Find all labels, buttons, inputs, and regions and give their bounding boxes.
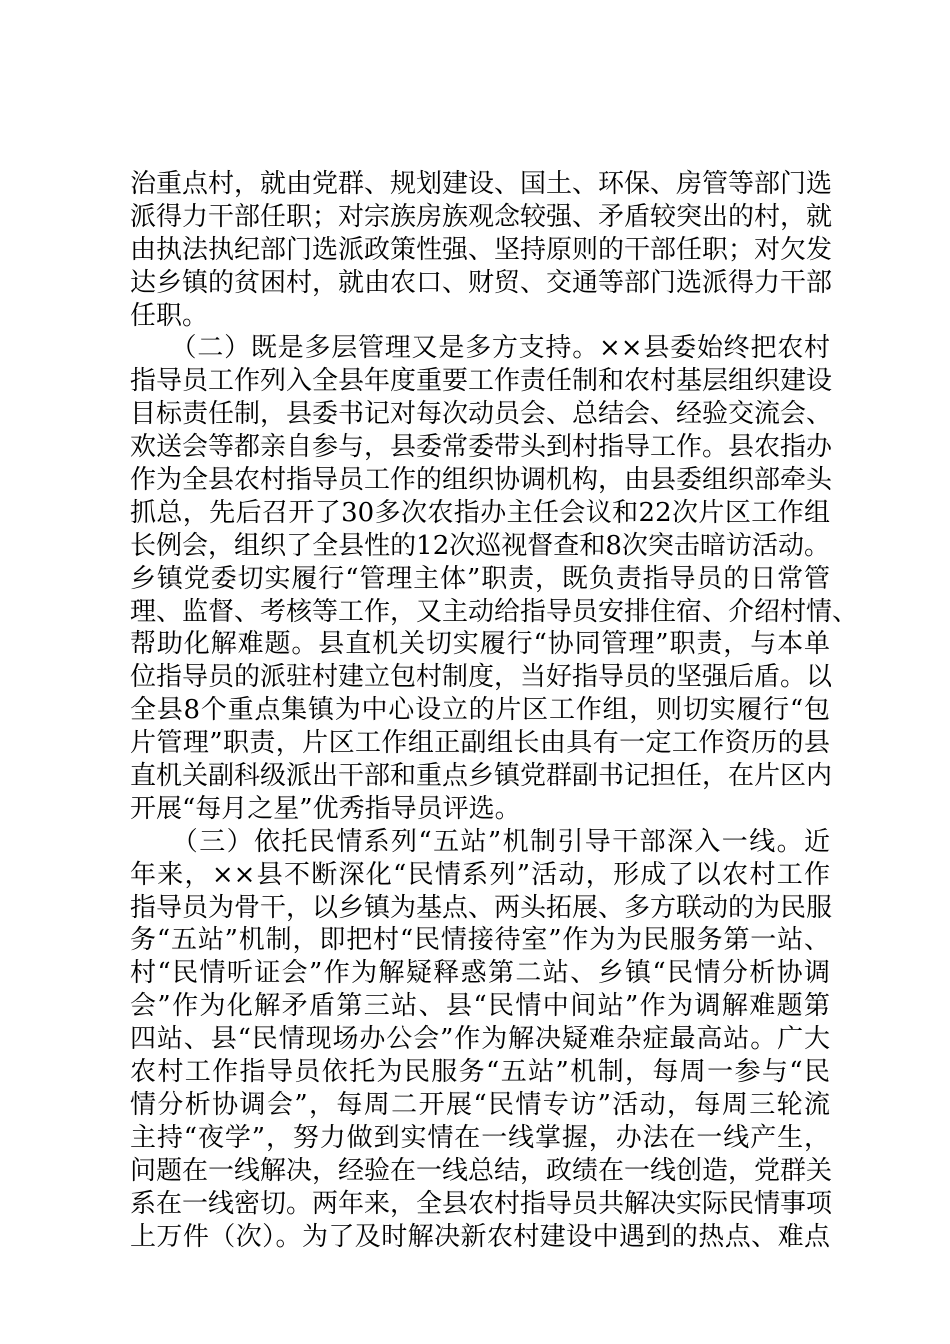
- text-line: 长例会，组织了全县性的12次巡视督查和8次突击暗访活动。: [130, 530, 830, 561]
- text-line: 开展“每月之星”优秀指导员评选。: [130, 793, 521, 824]
- text-line: 务“五站”机制，即把村“民情接待室”作为为民服务第一站、: [130, 925, 830, 956]
- text-line: 全县8个重点集镇为中心设立的片区工作组，则切实履行“包: [130, 695, 830, 726]
- text-line: 指导员为骨干，以乡镇为基点、两头拓展、多方联动的为民服: [130, 892, 833, 923]
- text-line: 问题在一线解决，经验在一线总结，政绩在一线创造，党群关: [130, 1155, 833, 1186]
- text-line: 上万件（次）。为了及时解决新农村建设中遇到的热点、难点: [130, 1221, 830, 1252]
- text-line: 情分析协调会”，每周二开展“民情专访”活动，每周三轮流: [130, 1089, 830, 1120]
- text-line: 会”作为化解矛盾第三站、县“民情中间站”作为调解难题第: [130, 991, 830, 1022]
- text-line: 由执法执纪部门选派政策性强、坚持原则的干部任职；对欠发: [130, 234, 833, 265]
- text-line: 欢送会等都亲自参与，县委常委带头到村指导工作。县农指办: [130, 432, 833, 463]
- text-line: 达乡镇的贫困村，就由农口、财贸、交通等部门选派得力干部: [130, 267, 833, 298]
- text-line: 直机关副科级派出干部和重点乡镇党群副书记担任，在片区内: [130, 761, 833, 792]
- text-line: 治重点村，就由党群、规划建设、国土、环保、房管等部门选: [130, 169, 833, 199]
- text-line: 系在一线密切。两年来，全县农村指导员共解决实际民情事项: [130, 1188, 833, 1219]
- text-line: （三）依托民情系列“五站”机制引导干部深入一线。近: [130, 826, 830, 857]
- document-body: [130, 168, 859, 1253]
- text-line: 乡镇党委切实履行“管理主体”职责，既负责指导员的日常管: [130, 563, 830, 594]
- text-line: 年来，××县不断深化“民情系列”活动，形成了以农村工作: [130, 859, 830, 890]
- text-line: 作为全县农村指导员工作的组织协调机构，由县委组织部牵头: [130, 465, 833, 496]
- text-line: 目标责任制，县委书记对每次动员会、总结会、经验交流会、: [130, 399, 833, 430]
- text-line: 农村工作指导员依托为民服务“五站”机制，每周一参与“民: [130, 1057, 830, 1088]
- text-line: 帮助化解难题。县直机关切实履行“协同管理”职责，与本单: [130, 629, 830, 660]
- text-line: 任职。: [130, 300, 209, 331]
- text-line: 片管理”职责，片区工作组正副组长由具有一定工作资历的县: [130, 728, 830, 759]
- text-line: 四站、县“民情现场办公会”作为解决疑难杂症最高站。广大: [130, 1024, 830, 1055]
- text-line: 抓总，先后召开了30多次农指办主任会议和22次片区工作组: [130, 497, 830, 528]
- text-line: 指导员工作列入全县年度重要工作责任制和农村基层组织建设: [130, 366, 833, 397]
- text-line: 主持“夜学”，努力做到实情在一线掌握，办法在一线产生，: [130, 1122, 830, 1153]
- text-line: 理、监督、考核等工作，又主动给指导员安排住宿、介绍村情、: [130, 596, 859, 627]
- text-line: 位指导员的派驻村建立包村制度，当好指导员的坚强后盾。以: [130, 662, 833, 693]
- text-line: （二）既是多层管理又是多方支持。××县委始终把农村: [130, 333, 830, 364]
- text-line: 村“民情听证会”作为解疑释惑第二站、乡镇“民情分析协调: [130, 958, 830, 989]
- text-line: 派得力干部任职；对宗族房族观念较强、矛盾较突出的村，就: [130, 201, 833, 232]
